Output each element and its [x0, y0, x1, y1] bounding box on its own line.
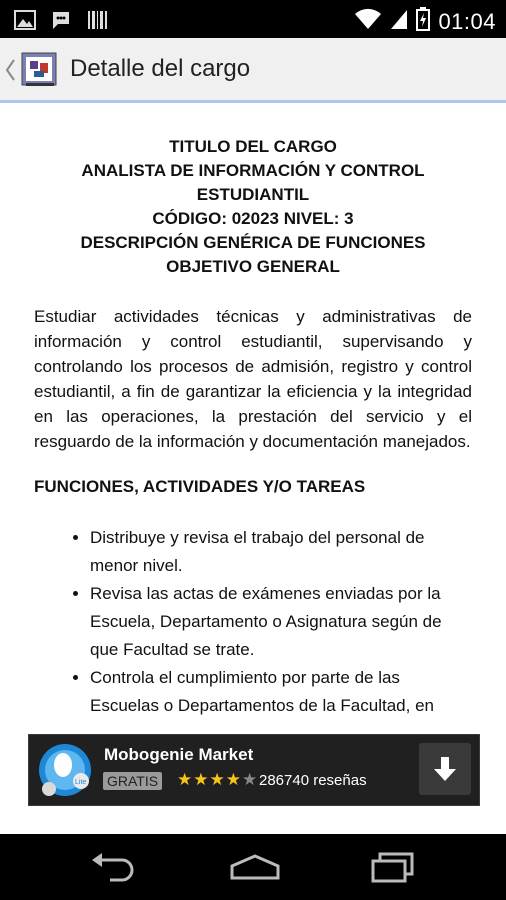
star-rating — [177, 770, 258, 790]
signal-icon — [390, 8, 408, 35]
status-bar — [0, 0, 506, 38]
battery-charging-icon — [416, 7, 430, 36]
job-heading — [34, 135, 472, 279]
heading-line: TITULO DEL CARGO — [169, 137, 337, 156]
home-nav-icon[interactable] — [228, 854, 282, 885]
app-logo-icon[interactable] — [20, 49, 60, 89]
heading-line: OBJETIVO GENERAL — [166, 257, 340, 276]
tasks-list — [34, 524, 472, 720]
review-count: 286740 reseñas — [259, 772, 367, 789]
download-button[interactable] — [419, 743, 471, 795]
heading-line: ANALISTA DE INFORMACIÓN Y CONTROL — [81, 161, 425, 180]
clock: 01:04 — [438, 8, 496, 34]
heading-line: CÓDIGO: 02023 NIVEL: 3 — [152, 209, 354, 228]
list-item: • Controla el cumplimiento por parte de las Escuelas o Departamentos de la Facultad, en — [90, 664, 472, 720]
star-empty-icon: ★ — [242, 770, 259, 789]
action-bar — [0, 38, 506, 103]
back-nav-icon[interactable] — [88, 852, 138, 887]
ad-app-name: Mobogenie Market — [104, 745, 254, 764]
wifi-icon — [354, 8, 382, 35]
back-chevron-icon[interactable] — [3, 56, 17, 84]
job-detail-content — [34, 135, 472, 720]
mobogenie-app-icon[interactable] — [37, 741, 93, 799]
functions-title: FUNCIONES, ACTIVIDADES Y/O TAREAS — [34, 477, 366, 496]
objective-paragraph: Estudiar actividades técnicas y administrativas de información y control estudiantil, supervisando y controlando los procesos de admisión, registro y control estudiantil, a fin de garantizar la eficiencia y la integridad en las operaciones, la prestación del servicio y el resguardo de la información y documentación manejados. — [34, 307, 472, 451]
download-arrow-icon — [432, 755, 458, 783]
ad-banner[interactable] — [28, 734, 480, 806]
star-icon: ★ — [225, 770, 242, 789]
chat-notification-icon — [50, 9, 72, 36]
heading-line: DESCRIPCIÓN GENÉRICA DE FUNCIONES — [80, 233, 426, 252]
ad-icon-badge: Lite — [75, 779, 87, 786]
navigation-bar — [0, 834, 506, 900]
barcode-notification-icon — [86, 9, 108, 36]
star-icon: ★ — [193, 770, 210, 789]
star-icon: ★ — [209, 770, 226, 789]
heading-line: ESTUDIANTIL — [196, 185, 310, 204]
list-item: • Revisa las actas de exámenes enviadas por la Escuela, Departamento o Asignatura según de que Facultad se trate. — [90, 580, 472, 664]
recent-apps-icon[interactable] — [370, 852, 416, 889]
list-item: • Distribuye y revisa el trabajo del personal de menor nivel. — [90, 524, 472, 580]
star-icon: ★ — [177, 770, 194, 789]
gallery-notification-icon — [14, 10, 36, 35]
price-badge: GRATIS — [103, 772, 162, 790]
screen-title: Detalle del cargo — [70, 55, 251, 82]
